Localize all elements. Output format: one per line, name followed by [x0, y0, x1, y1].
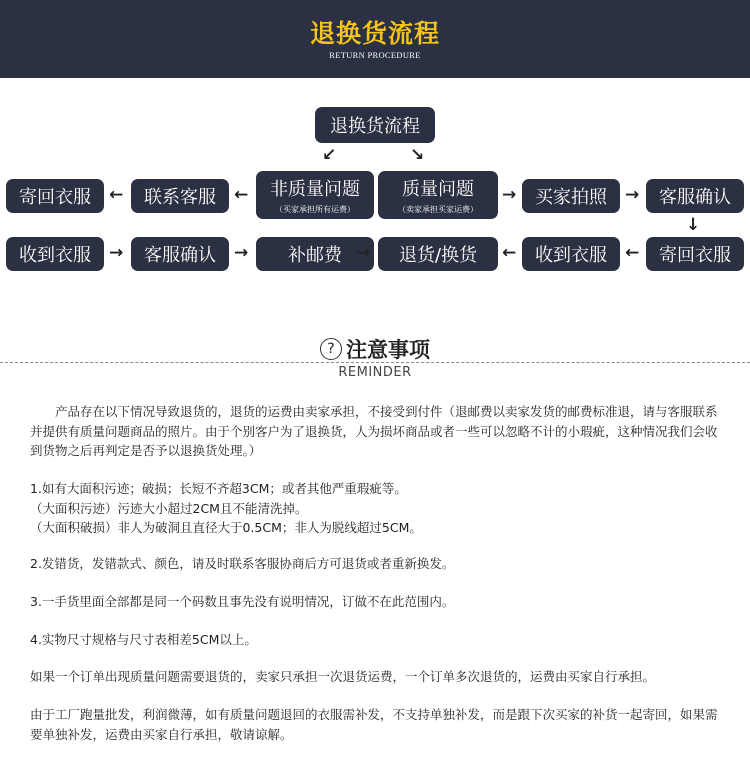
quality-label: 质量问题 — [402, 179, 474, 200]
notice-item-1-line: （大面积破损）非人为破洞且直径大于0.5CM；非人为脱线超过5CM。 — [30, 520, 422, 535]
notice-title: 注意事项 — [346, 338, 430, 362]
arrow-left-icon: ← — [234, 185, 249, 205]
arrow-left-icon: ← — [625, 243, 640, 263]
quality-note: （卖家承担买家运费） — [398, 205, 478, 214]
flow-box-contact-service: 联系客服 — [131, 179, 229, 213]
page-title: 退换货流程 — [309, 19, 440, 48]
arrow-down-icon: ↓ — [686, 215, 701, 235]
question-circle-icon: ? — [320, 338, 342, 360]
arrow-left-icon: ← — [502, 243, 517, 263]
flow-box-pay-shipping: 补邮费 — [256, 237, 374, 271]
non-quality-label: 非质量问题 — [270, 179, 360, 200]
flow-box-received: 收到衣服 — [6, 237, 104, 271]
page-subtitle: RETURN PROCEDURE — [329, 50, 421, 60]
notice-heading — [0, 334, 750, 364]
dashed-divider — [0, 362, 750, 363]
notice-item-2: 2.发错货，发错款式、颜色，请及时联系客服协商后方可退货或者重新换发。 — [30, 556, 455, 571]
arrow-right-icon: → — [625, 185, 640, 205]
header-banner — [0, 0, 750, 78]
notice-item-1 — [30, 479, 725, 538]
flow-box-received-2: 收到衣服 — [522, 237, 620, 271]
notice-note-1: 如果一个订单出现质量问题需要退货的，卖家只承担一次退货运费，一个订单多次退货的，运费由买家自行承担。 — [30, 669, 656, 684]
notice-item-1-line: 1.如有大面积污迹；破损；长短不齐超3CM；或者其他严重瑕疵等。 — [30, 481, 407, 496]
notice-subtitle: REMINDER — [338, 365, 412, 380]
arrow-down-left-icon: ↙ — [322, 145, 337, 165]
arrow-right-icon: → — [109, 243, 124, 263]
flow-box-return-exchange: 退货/换货 — [378, 237, 498, 271]
flow-box-send-back-2: 寄回衣服 — [646, 237, 744, 271]
notice-intro: 产品存在以下情况导致退货的，退货的运费由卖家承担，不接受到付件（退邮费以卖家发货的邮费标准退，请与客服联系并提供有质量问题商品的照片。由于个别客户为了退换货，人为损坏商品或者一些可以忽略不计的小瑕疵，这种情况我们会收到货物之后再判定是否予以退换货处理。） — [30, 404, 718, 458]
notice-item-3: 3.一手货里面全部都是同一个码数且事先没有说明情况，订做不在此范围内。 — [30, 594, 455, 609]
flow-start-box: 退换货流程 — [315, 107, 435, 143]
flow-box-send-back: 寄回衣服 — [6, 179, 104, 213]
notice-item-4: 4.实物尺寸规格与尺寸表相差5CM以上。 — [30, 632, 257, 647]
flow-box-quality — [378, 171, 498, 219]
flow-box-buyer-photo: 买家拍照 — [522, 179, 620, 213]
arrow-left-icon: ← — [109, 185, 124, 205]
arrow-down-right-icon: ↘ — [410, 145, 425, 165]
arrow-right-icon: → — [356, 243, 371, 263]
notice-item-1-line: （大面积污迹）污迹大小超过2CM且不能清洗掉。 — [30, 500, 308, 516]
arrow-right-icon: → — [502, 185, 517, 205]
notice-note-2: 由于工厂跑量批发，利润微薄，如有质量问题退回的衣服需补发，不支持单独补发，而是跟下次买家的补货一起寄回，如果需要单独补发，运费由买家自行承担，敬请谅解。 — [30, 707, 718, 742]
arrow-right-icon: → — [234, 243, 249, 263]
flow-box-service-confirm-2: 客服确认 — [131, 237, 229, 271]
flow-box-non-quality — [256, 171, 374, 219]
flow-box-service-confirm: 客服确认 — [646, 179, 744, 213]
non-quality-note: （买家承担所有运费） — [275, 205, 355, 214]
